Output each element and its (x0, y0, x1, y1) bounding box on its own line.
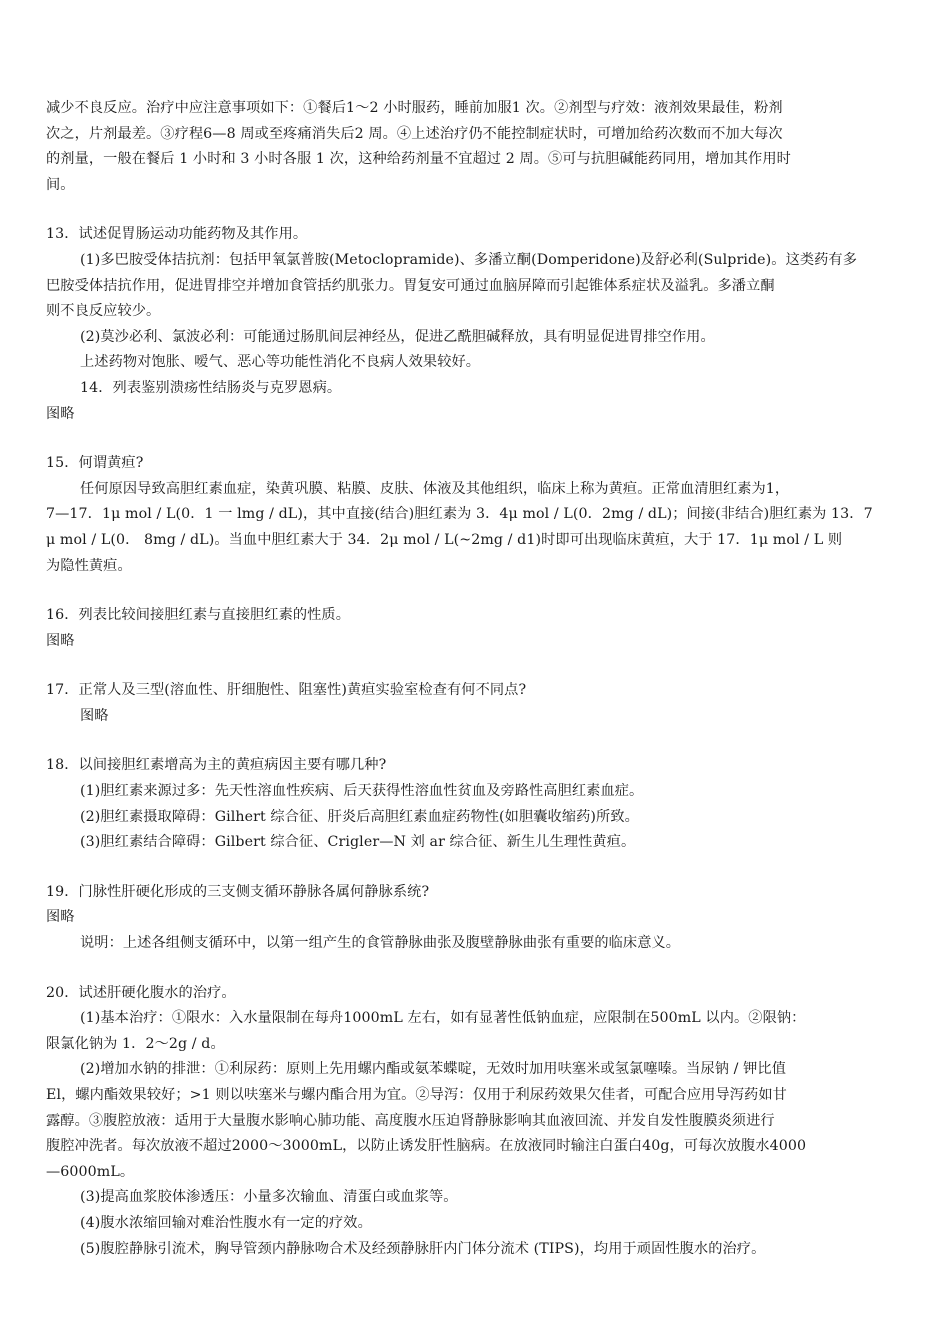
text-line: (2)增加水钠的排泄：①利尿药：原则上先用螺内酯或氨苯蝶啶，无效时加用呋塞米或氢氯噻嗪。当尿钠 / 钾比值 (80, 1061, 787, 1078)
text-line: 18．以间接胆红素增高为主的黄疸病因主要有哪几种? (46, 757, 387, 774)
text-line: 的剂量，一般在餐后 1 小时和 3 小时各服 1 次，这种给药剂量不宜超过 2 周。⑤可与抗胆碱能药同用，增加其作用时 (46, 151, 791, 168)
text-line: 7—17．1μ mol / L(0．1 一 lmg / dL)，其中直接(结合)胆红素为 3．4μ mol / L(0．2mg / dL)；间接(非结合)胆红素为 13．7 (46, 506, 873, 523)
text-line: 16．列表比较间接胆红素与直接胆红素的性质。 (46, 607, 351, 624)
paragraph-gap (46, 579, 904, 603)
text-line: 图略 (46, 909, 75, 926)
text-line: 15．何谓黄疸? (46, 455, 144, 472)
text-block (46, 451, 904, 579)
text-line: 14．列表鉴别溃疡性结肠炎与克罗恩病。 (80, 379, 342, 396)
text-block (46, 222, 904, 427)
text-line: 巴胺受体拮抗作用，促进胃排空并增加食管括约肌张力。胃复安可通过血脑屏障而引起锥体系症状及溢乳。多潘立酮 (46, 277, 775, 294)
text-line: 上述药物对饱胀、嗳气、恶心等功能性消化不良病人效果较好。 (80, 354, 481, 371)
text-line: 腹腔冲洗者。每次放液不超过2000～3000mL，以防止诱发肝性脑病。在放液同时输注白蛋白40g，可每次放腹水4000 (46, 1138, 807, 1155)
text-line: 减少不良反应。治疗中应注意事项如下：①餐后1～2 小时服药，睡前加服1 次。②剂型与疗效：液剂效果最佳，粉剂 (46, 100, 783, 116)
text-line: (2)胆红素摄取障碍：Gilhert 综合征、肝炎后高胆红素血症药物性(如胆囊收缩药)所致。 (80, 808, 639, 825)
text-line: 任何原因导致高胆红素血症，染黄巩膜、粘膜、皮肤、体液及其他组织，临床上称为黄疸。正常血清胆红素为1， (80, 480, 790, 497)
paragraph-gap (46, 957, 904, 981)
text-line: 图略 (46, 632, 75, 649)
text-line: 次之，片剂最差。③疗程6—8 周或至疼痛消失后2 周。④上述治疗仍不能控制症状时，可增加给药次数而不加大每次 (46, 125, 783, 142)
text-line: 说明：上述各组侧支循环中，以第一组产生的食管静脉曲张及腹壁静脉曲张有重要的临床意义。 (80, 935, 681, 952)
text-line: μ mol / L(0． 8mg / dL)。当血中胆红素大于 34．2μ mol / L(~2mg / d1)时即可出现临床黄疸，大于 17．1μ mol / L 则 (46, 531, 843, 548)
text-block (46, 603, 904, 654)
text-line: (1)胆红素来源过多：先天性溶血性疾病、后天获得性溶血性贫血及旁路性高胆红素血症。 (80, 783, 644, 800)
text-line: 露醇。③腹腔放液：适用于大量腹水影响心肺功能、高度腹水压迫肾静脉影响其血液回流、并发自发性腹膜炎须进行 (46, 1112, 775, 1129)
text-line: (1)基本治疗：①限水：入水量限制在每舟1000mL 左右，如有显著性低钠血症，应限制在500mL 以内。②限钠： (80, 1010, 806, 1027)
text-line: —6000mL。 (46, 1163, 135, 1180)
text-line: (2)莫沙必利、氯波必利：可能通过肠肌间层神经丛，促进乙酰胆碱释放，具有明显促进胃排空作用。 (80, 328, 715, 345)
text-line: 限氯化钠为 1．2～2g / d。 (46, 1035, 225, 1052)
text-line: (3)提高血浆胶体渗透压：小量多次输血、清蛋白或血浆等。 (80, 1189, 458, 1206)
text-line: 图略 (80, 707, 109, 724)
text-line: 19．门脉性肝硬化形成的三支侧支循环静脉各属何静脉系统? (46, 883, 430, 900)
text-line: 则不良反应较少。 (46, 303, 161, 320)
text-line: 为隐性黄疸。 (46, 557, 132, 574)
text-line: 17．正常人及三型(溶血性、肝细胞性、阻塞性)黄疸实验室检查有何不同点? (46, 682, 527, 699)
text-block (46, 981, 904, 1263)
text-line: (4)腹水浓缩回输对难治性腹水有一定的疗效。 (80, 1214, 372, 1231)
text-line: El，螺内酯效果较好；>1 则以呋塞米与螺内酯合用为宜。②导泻：仅用于利尿药效果欠佳者，可配合应用导泻药如甘 (46, 1087, 787, 1103)
text-line: 图略 (46, 405, 75, 422)
paragraph-gap (46, 856, 904, 880)
paragraph-gap (46, 729, 904, 753)
text-block (46, 96, 904, 198)
text-line: 20．试述肝硬化腹水的治疗。 (46, 984, 236, 1001)
text-block (46, 753, 904, 855)
text-line: (3)胆红素结合障碍：Gilbert 综合征、Crigler—N 刘 ar 综合征、新生儿生理性黄疸。 (80, 834, 636, 851)
text-block (46, 880, 904, 957)
paragraph-gap (46, 654, 904, 678)
text-block (46, 678, 904, 729)
text-line: (5)腹腔静脉引流术，胸导管颈内静脉吻合术及经颈静脉肝内门体分流术 (TIPS)，均用于顽固性腹水的治疗。 (80, 1240, 766, 1257)
paragraph-gap (46, 198, 904, 222)
text-line: 间。 (46, 176, 75, 193)
paragraph-gap (46, 427, 904, 451)
text-line: 13．试述促胃肠运动功能药物及其作用。 (46, 226, 308, 243)
text-line: (1)多巴胺受体拮抗剂：包括甲氧氯普胺(Metoclopramide)、多潘立酮(Domperidone)及舒必利(Sulpride)。这类药有多 (80, 251, 858, 268)
